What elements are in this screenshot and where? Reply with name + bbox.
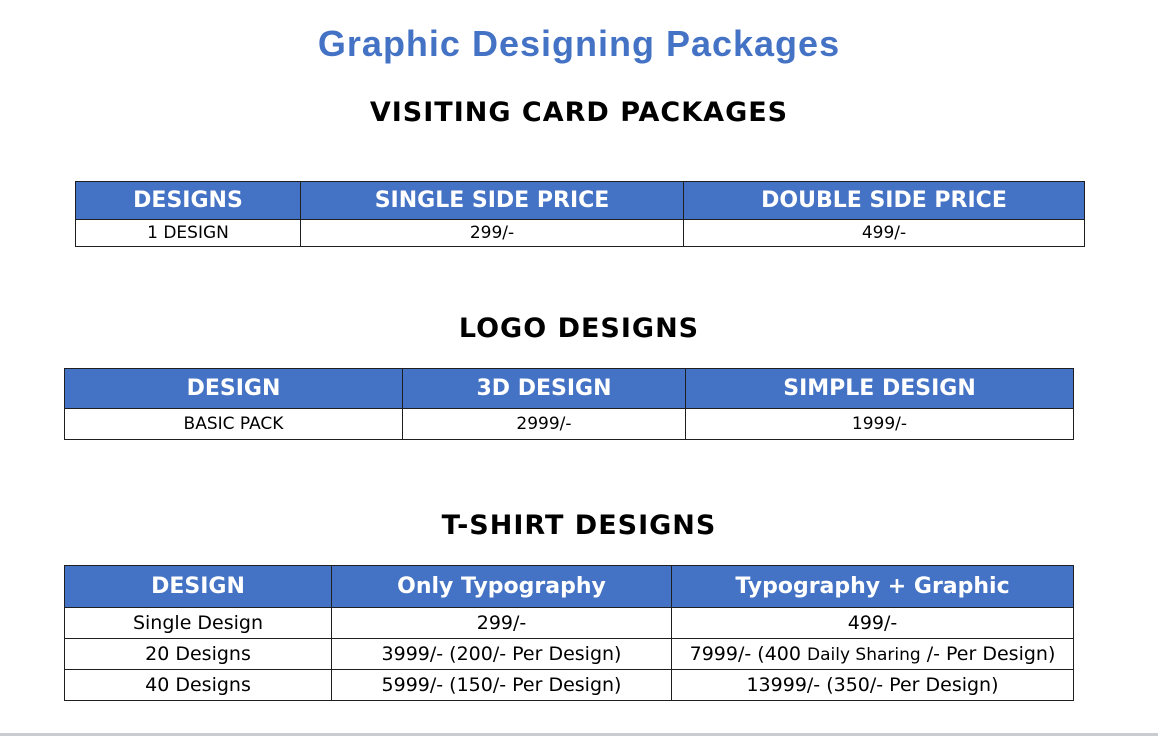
visiting-card-table (75, 181, 1085, 247)
table-row (76, 220, 1085, 247)
table-cell: 20 Designs (65, 639, 332, 670)
column-header: DOUBLE SIDE PRICE (684, 182, 1085, 220)
logo-designs-heading: LOGO DESIGNS (458, 313, 700, 344)
table-row (65, 608, 1074, 639)
table-cell: 1999/- (686, 409, 1074, 440)
cell-text: 7999/- (400 (689, 643, 807, 665)
table-cell: 299/- (332, 608, 672, 639)
table-cell: 2999/- (403, 409, 686, 440)
column-header: Typography + Graphic (672, 566, 1074, 608)
logo-designs-table (64, 368, 1074, 440)
table-cell: 40 Designs (65, 670, 332, 701)
table-cell: 13999/- (350/- Per Design) (672, 670, 1074, 701)
table-row (65, 639, 1074, 670)
table-header-row (65, 369, 1074, 409)
table-cell: 499/- (672, 608, 1074, 639)
table-header-row (65, 566, 1074, 608)
cell-text-small: Daily Sharing (807, 645, 921, 665)
table-cell: Single Design (65, 608, 332, 639)
column-header: DESIGN (65, 566, 332, 608)
table-cell: 299/- (301, 220, 684, 247)
column-header: Only Typography (332, 566, 672, 608)
table-cell: BASIC PACK (65, 409, 403, 440)
tshirt-designs-heading: T-SHIRT DESIGNS (441, 510, 717, 541)
table-row (65, 670, 1074, 701)
page-title: Graphic Designing Packages (317, 23, 841, 64)
table-cell: 3999/- (200/- Per Design) (332, 639, 672, 670)
column-header: DESIGN (65, 369, 403, 409)
cell-text: /- Per Design) (920, 643, 1056, 665)
table-cell: 5999/- (150/- Per Design) (332, 670, 672, 701)
column-header: DESIGNS (76, 182, 301, 220)
column-header: SINGLE SIDE PRICE (301, 182, 684, 220)
table-row (65, 409, 1074, 440)
visiting-card-heading: VISITING CARD PACKAGES (369, 97, 789, 128)
table-cell: 499/- (684, 220, 1085, 247)
table-cell (672, 639, 1074, 670)
table-cell: 1 DESIGN (76, 220, 301, 247)
table-header-row (76, 182, 1085, 220)
column-header: SIMPLE DESIGN (686, 369, 1074, 409)
tshirt-designs-table (64, 565, 1074, 701)
column-header: 3D DESIGN (403, 369, 686, 409)
